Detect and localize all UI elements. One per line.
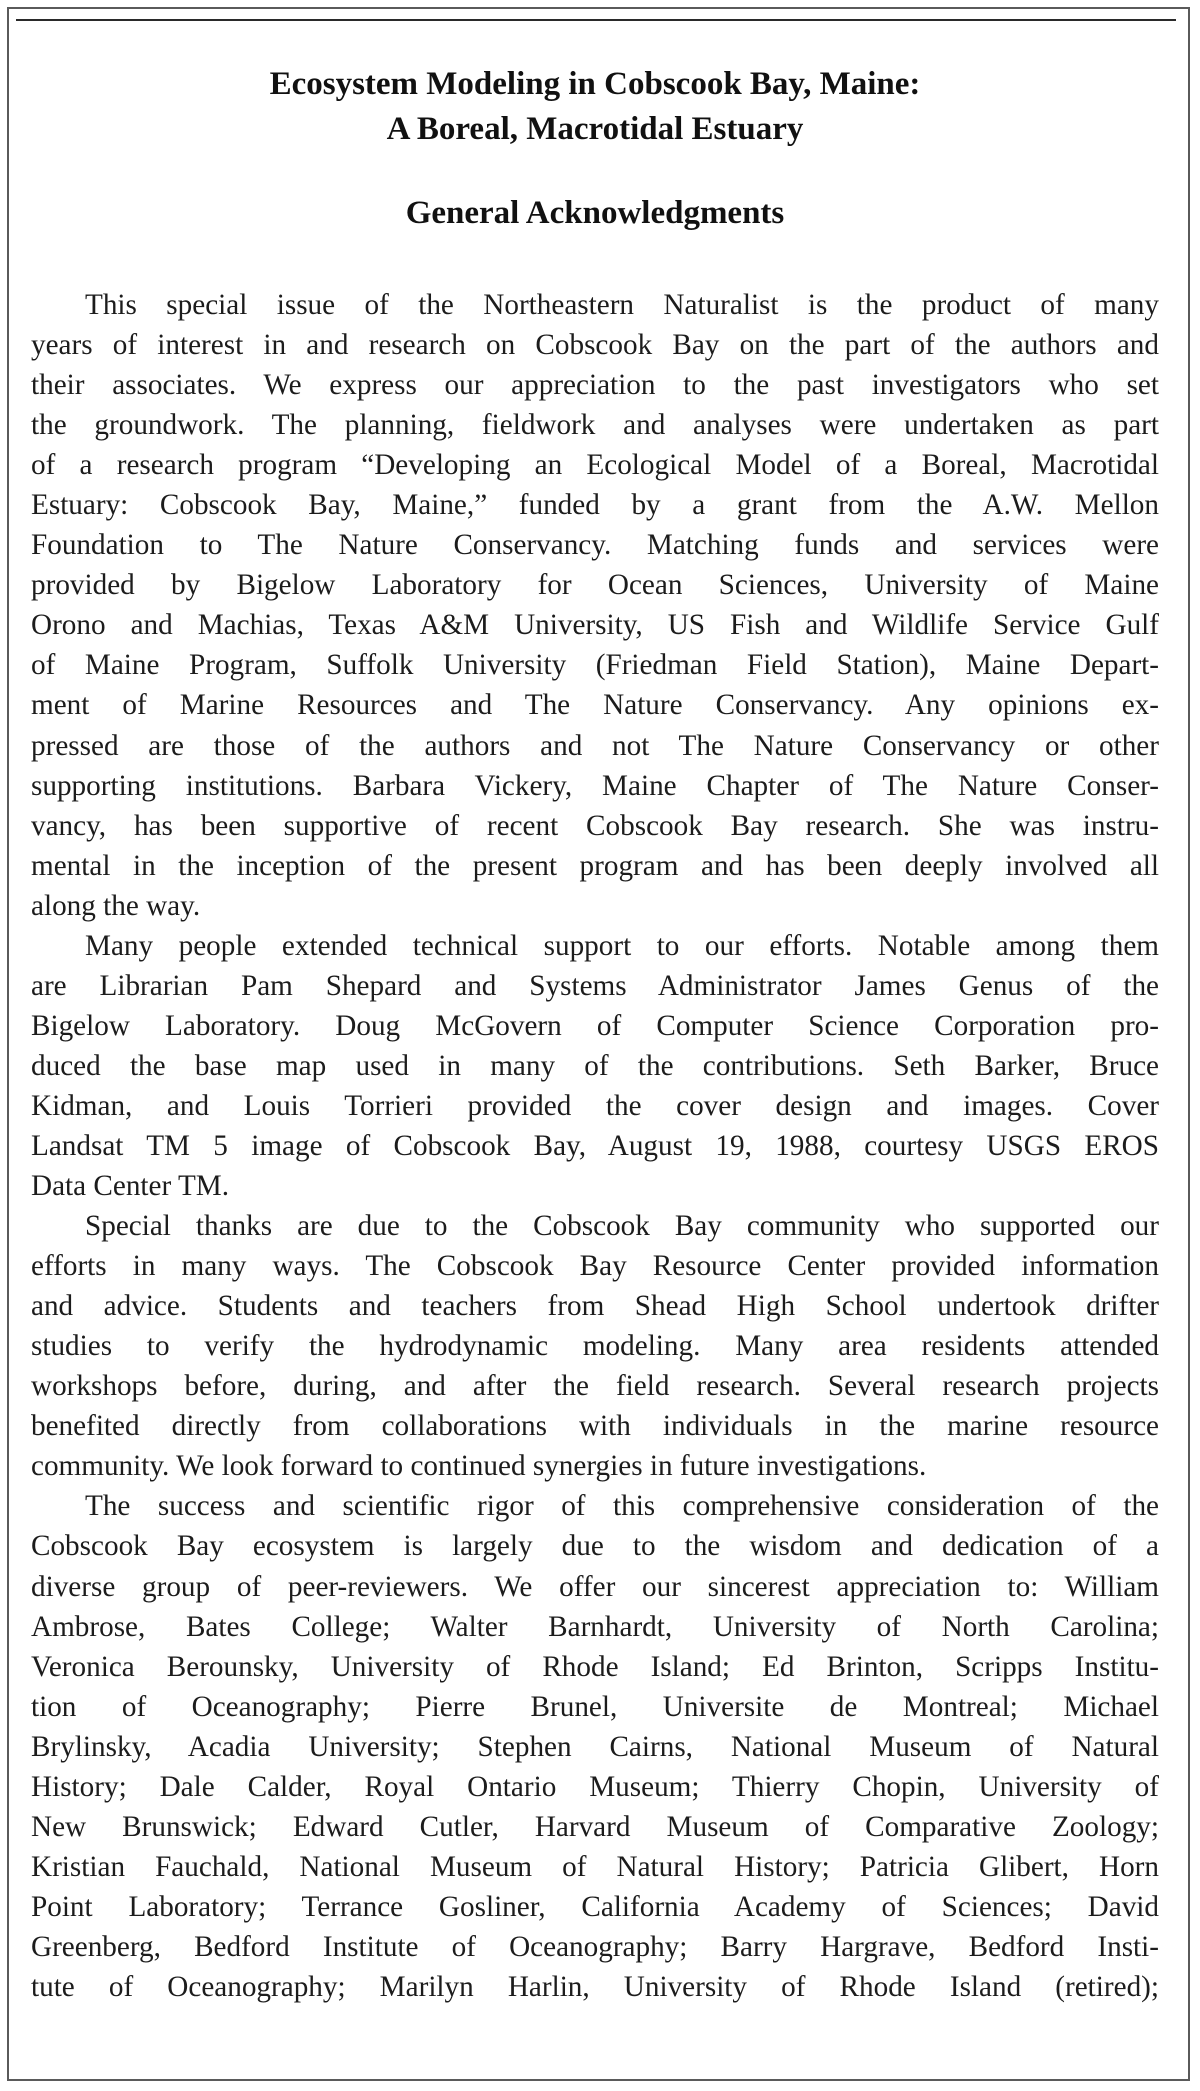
text-line: Kidman, and Louis Torrieri provided the cover design and images. Cover bbox=[31, 1089, 1159, 1122]
text-line: Ambrose, Bates College; Walter Barnhardt, University of North Carolina; bbox=[31, 1610, 1159, 1643]
text-line: Cobscook Bay ecosystem is largely due to the wisdom and dedication of a bbox=[31, 1530, 1159, 1563]
text-line: benefited directly from collaborations with individuals in the marine resource bbox=[31, 1410, 1159, 1443]
text-line: tion of Oceanography; Pierre Brunel, Universite de Montreal; Michael bbox=[31, 1690, 1159, 1723]
section-heading-text: General Acknowledgments bbox=[405, 195, 785, 231]
text-line: Landsat TM 5 image of Cobscook Bay, August 19, 1988, courtesy USGS EROS bbox=[31, 1129, 1159, 1162]
paragraph bbox=[31, 1206, 1159, 1486]
text-line: diverse group of peer-reviewers. We offer our sincerest appreciation to: William bbox=[31, 1570, 1159, 1603]
text-line: Greenberg, Bedford Institute of Oceanography; Barry Hargrave, Bedford Insti- bbox=[31, 1930, 1159, 1963]
section-heading bbox=[0, 191, 1190, 236]
text-line: Foundation to The Nature Conservancy. Matching funds and services were bbox=[31, 529, 1159, 562]
text-line: mental in the inception of the present program and has been deeply involved all bbox=[31, 849, 1159, 882]
text-line: This special issue of the Northeastern Naturalist is the product of many bbox=[85, 289, 1159, 321]
text-line: of Maine Program, Suffolk University (Friedman Field Station), Maine Depart- bbox=[31, 649, 1159, 682]
title-line-1: Ecosystem Modeling in Cobscook Bay, Maine: bbox=[269, 66, 921, 102]
text-line: community. We look forward to continued synergies in future investigations. bbox=[31, 1450, 927, 1483]
text-line: studies to verify the hydrodynamic modeling. Many area residents attended bbox=[31, 1330, 1159, 1363]
text-line: Bigelow Laboratory. Doug McGovern of Computer Science Corporation pro- bbox=[31, 1009, 1159, 1042]
text-line: Point Laboratory; Terrance Gosliner, California Academy of Sciences; David bbox=[31, 1890, 1159, 1923]
text-line: years of interest in and research on Cobscook Bay on the part of the authors and bbox=[31, 329, 1159, 362]
text-line: Kristian Fauchald, National Museum of Natural History; Patricia Glibert, Horn bbox=[31, 1850, 1159, 1883]
document-title bbox=[0, 62, 1190, 152]
text-line: Veronica Berounsky, University of Rhode Island; Ed Brinton, Scripps Institu- bbox=[31, 1650, 1159, 1683]
text-line: and advice. Students and teachers from Shead High School undertook drifter bbox=[31, 1290, 1159, 1323]
text-line: pressed are those of the authors and not The Nature Conservancy or other bbox=[31, 729, 1159, 762]
text-line: tute of Oceanography; Marilyn Harlin, University of Rhode Island (retired); bbox=[31, 1970, 1159, 2003]
text-line: Orono and Machias, Texas A&M University, US Fish and Wildlife Service Gulf bbox=[31, 609, 1159, 642]
title-line-2: A Boreal, Macrotidal Estuary bbox=[386, 111, 804, 147]
paragraph bbox=[31, 285, 1159, 926]
text-line: Many people extended technical support to our efforts. Notable among them bbox=[85, 929, 1159, 962]
text-line: Estuary: Cobscook Bay, Maine,” funded by a grant from the A.W. Mellon bbox=[31, 489, 1159, 522]
text-line: along the way. bbox=[31, 889, 201, 922]
text-line: are Librarian Pam Shepard and Systems Administrator James Genus of the bbox=[31, 969, 1159, 1002]
text-line: The success and scientific rigor of this comprehensive consideration of the bbox=[85, 1490, 1159, 1523]
body-text bbox=[31, 285, 1159, 2007]
text-line: Brylinsky, Acadia University; Stephen Cairns, National Museum of Natural bbox=[31, 1730, 1159, 1763]
text-line: New Brunswick; Edward Cutler, Harvard Museum of Comparative Zoology; bbox=[31, 1810, 1159, 1843]
text-line: History; Dale Calder, Royal Ontario Museum; Thierry Chopin, University of bbox=[31, 1770, 1159, 1803]
text-line: duced the base map used in many of the contributions. Seth Barker, Bruce bbox=[31, 1049, 1159, 1082]
paragraph bbox=[31, 926, 1159, 1206]
text-line: of a research program “Developing an Ecological Model of a Boreal, Macrotidal bbox=[31, 449, 1159, 482]
text-line: Special thanks are due to the Cobscook Bay community who supported our bbox=[85, 1210, 1159, 1243]
text-line: workshops before, during, and after the field research. Several research projects bbox=[31, 1370, 1159, 1403]
paragraph bbox=[31, 1486, 1159, 2007]
text-line: the groundwork. The planning, fieldwork and analyses were undertaken as part bbox=[31, 409, 1159, 442]
text-line: Data Center TM. bbox=[31, 1170, 230, 1203]
top-rule-divider bbox=[16, 19, 1176, 21]
text-line: efforts in many ways. The Cobscook Bay Resource Center provided information bbox=[31, 1250, 1159, 1283]
text-line: provided by Bigelow Laboratory for Ocean Sciences, University of Maine bbox=[31, 569, 1159, 602]
text-line: supporting institutions. Barbara Vickery, Maine Chapter of The Nature Conser- bbox=[31, 769, 1159, 802]
text-line: vancy, has been supportive of recent Cobscook Bay research. She was instru- bbox=[31, 809, 1159, 842]
text-line: ment of Marine Resources and The Nature Conservancy. Any opinions ex- bbox=[31, 689, 1159, 722]
text-line: their associates. We express our appreciation to the past investigators who set bbox=[31, 369, 1159, 402]
